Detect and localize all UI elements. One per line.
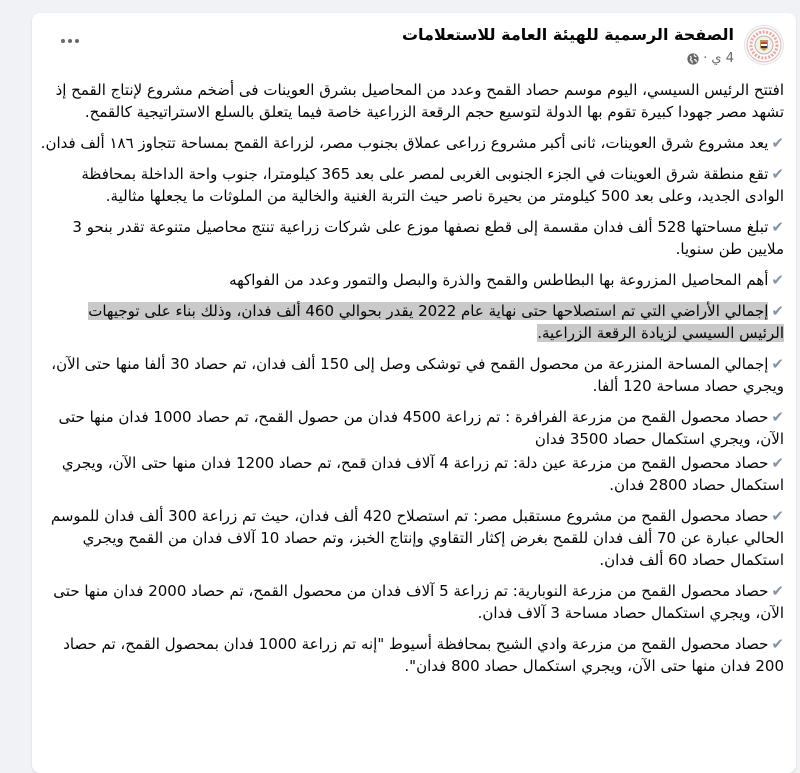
sis-logo-icon xyxy=(745,26,783,64)
check-mark-icon: ✔ xyxy=(771,271,784,289)
post-meta xyxy=(687,51,734,66)
post-item: ✔حصاد محصول القمح من مزرعة عين دلة: تم زراعة 4 آلاف فدان قمح، تم حصاد 1200 فدان منها حتى الآن، ويجري استكمال حصاد 2800 فدان. xyxy=(61,454,784,494)
check-mark-icon: ✔ xyxy=(771,408,784,426)
more-dot-icon xyxy=(61,39,65,43)
check-mark-icon: ✔ xyxy=(771,507,784,525)
post-item: ✔أهم المحاصيل المزروعة بها البطاطس والقمح والذرة والبصل والتمور وعدد من الفواكهه xyxy=(229,271,784,289)
check-mark-icon: ✔ xyxy=(771,218,784,236)
post-item-selected xyxy=(40,300,784,344)
post-item: ✔تبلغ مساحتها 528 ألف فدان مقسمة إلى قطع نصفها موزع على شركات زراعية تنتج محاصيل متنوعة تقدر بنحو 3 ملايين طن سنويا. xyxy=(72,218,784,258)
post-body xyxy=(40,79,784,686)
meta-separator: · xyxy=(703,51,708,66)
post-item: ✔يعد مشروع شرق العوينات، ثانى أكبر مشروع زراعى عملاق بجنوب مصر، لزراعة القمح بمساحة تتجاوز ١٨٦ ألف فدان. xyxy=(40,134,784,152)
selected-text[interactable]: إجمالي الأراضي التي تم استصلاحها حتى نهاية عام 2022 يقدر بحوالي 460 ألف فدان، وذلك بناء على توجيهات الرئيس السيسي لزيادة الرقعة الزراعية. xyxy=(88,302,784,342)
post-item: ✔تقع منطقة شرق العوينات في الجزء الجنوبى الغربى لمصر على بعد 365 كيلومترا، جنوب واحة الداخلة بمحافظة الوادى الجديد، وعلى بعد 500 كيلومتر من بحيرة ناصر حيث التربة الغنية والخالية من الملوثات ما يجعلها مثالية. xyxy=(81,165,784,205)
post-item: ✔حصاد محصول القمح من مزرعة وادي الشيح بمحافظة أسيوط "إنه تم زراعة 1000 فدان بمحصول القمح، تم حصاد 200 فدان منها حتى الآن، ويجري استكمال حصاد 800 فدان". xyxy=(63,635,784,675)
post-item: ✔إجمالي المساحة المنزرعة من محصول القمح في توشكى وصل إلى 150 ألف فدان، تم حصاد 30 ألفا منها حتى الآن، ويجري حصاد مساحة 120 ألفا. xyxy=(51,355,784,395)
check-mark-icon: ✔ xyxy=(771,582,784,600)
globe-icon[interactable] xyxy=(687,53,699,65)
post-card xyxy=(32,13,796,773)
more-options-button[interactable] xyxy=(54,31,86,51)
check-mark-icon: ✔ xyxy=(771,302,784,320)
post-intro: افتتح الرئيس السيسي، اليوم موسم حصاد القمح وعدد من المحاصيل بشرق العوينات فى أضخم مشروع لإنتاج القمح إذ تشهد مصر جهودا كبيرة تقوم بها الدولة لتوسيع حجم الرقعة الزراعية خاصة فيما يتعلق بالسلع الاستراتيجية كالقمح. xyxy=(55,81,784,121)
post-timestamp[interactable]: 4 ي xyxy=(711,51,734,66)
post-header xyxy=(32,25,796,75)
post-item: ✔حصاد محصول القمح من مزرعة النوبارية: تم زراعة 5 آلاف فدان من محصول القمح، تم حصاد 2000 فدان منها حتى الآن، ويجري استكمال حصاد مساحة 3 آلاف فدان. xyxy=(53,582,784,622)
more-dot-icon xyxy=(68,39,72,43)
page-name-link[interactable]: الصفحة الرسمية للهيئة العامة للاستعلامات xyxy=(401,25,734,44)
check-mark-icon: ✔ xyxy=(771,355,784,373)
check-mark-icon: ✔ xyxy=(771,454,784,472)
check-mark-icon: ✔ xyxy=(771,134,784,152)
page-avatar[interactable] xyxy=(744,25,784,65)
check-mark-icon: ✔ xyxy=(771,635,784,653)
post-item: ✔حصاد محصول القمح من مزرعة الفرافرة : تم زراعة 4500 فدان من حصول القمح، تم حصاد 1000 فدان منها حتى الآن، ويجري استكمال حصاد 3500 فدان xyxy=(58,408,784,448)
check-mark-icon: ✔ xyxy=(771,165,784,183)
more-dot-icon xyxy=(75,39,79,43)
post-item: ✔حصاد محصول القمح من مشروع مستقبل مصر: تم استصلاح 420 ألف فدان، حيث تم زراعة 300 ألف فدان للموسم الحالي عبارة عن 70 ألف فدان للقمح بغرض إكثار التقاوي وإنتاج الخبز، وتم حصاد 10 آلاف فدان من القمح ويجري استكمال حصاد 60 ألف فدان. xyxy=(50,507,784,569)
